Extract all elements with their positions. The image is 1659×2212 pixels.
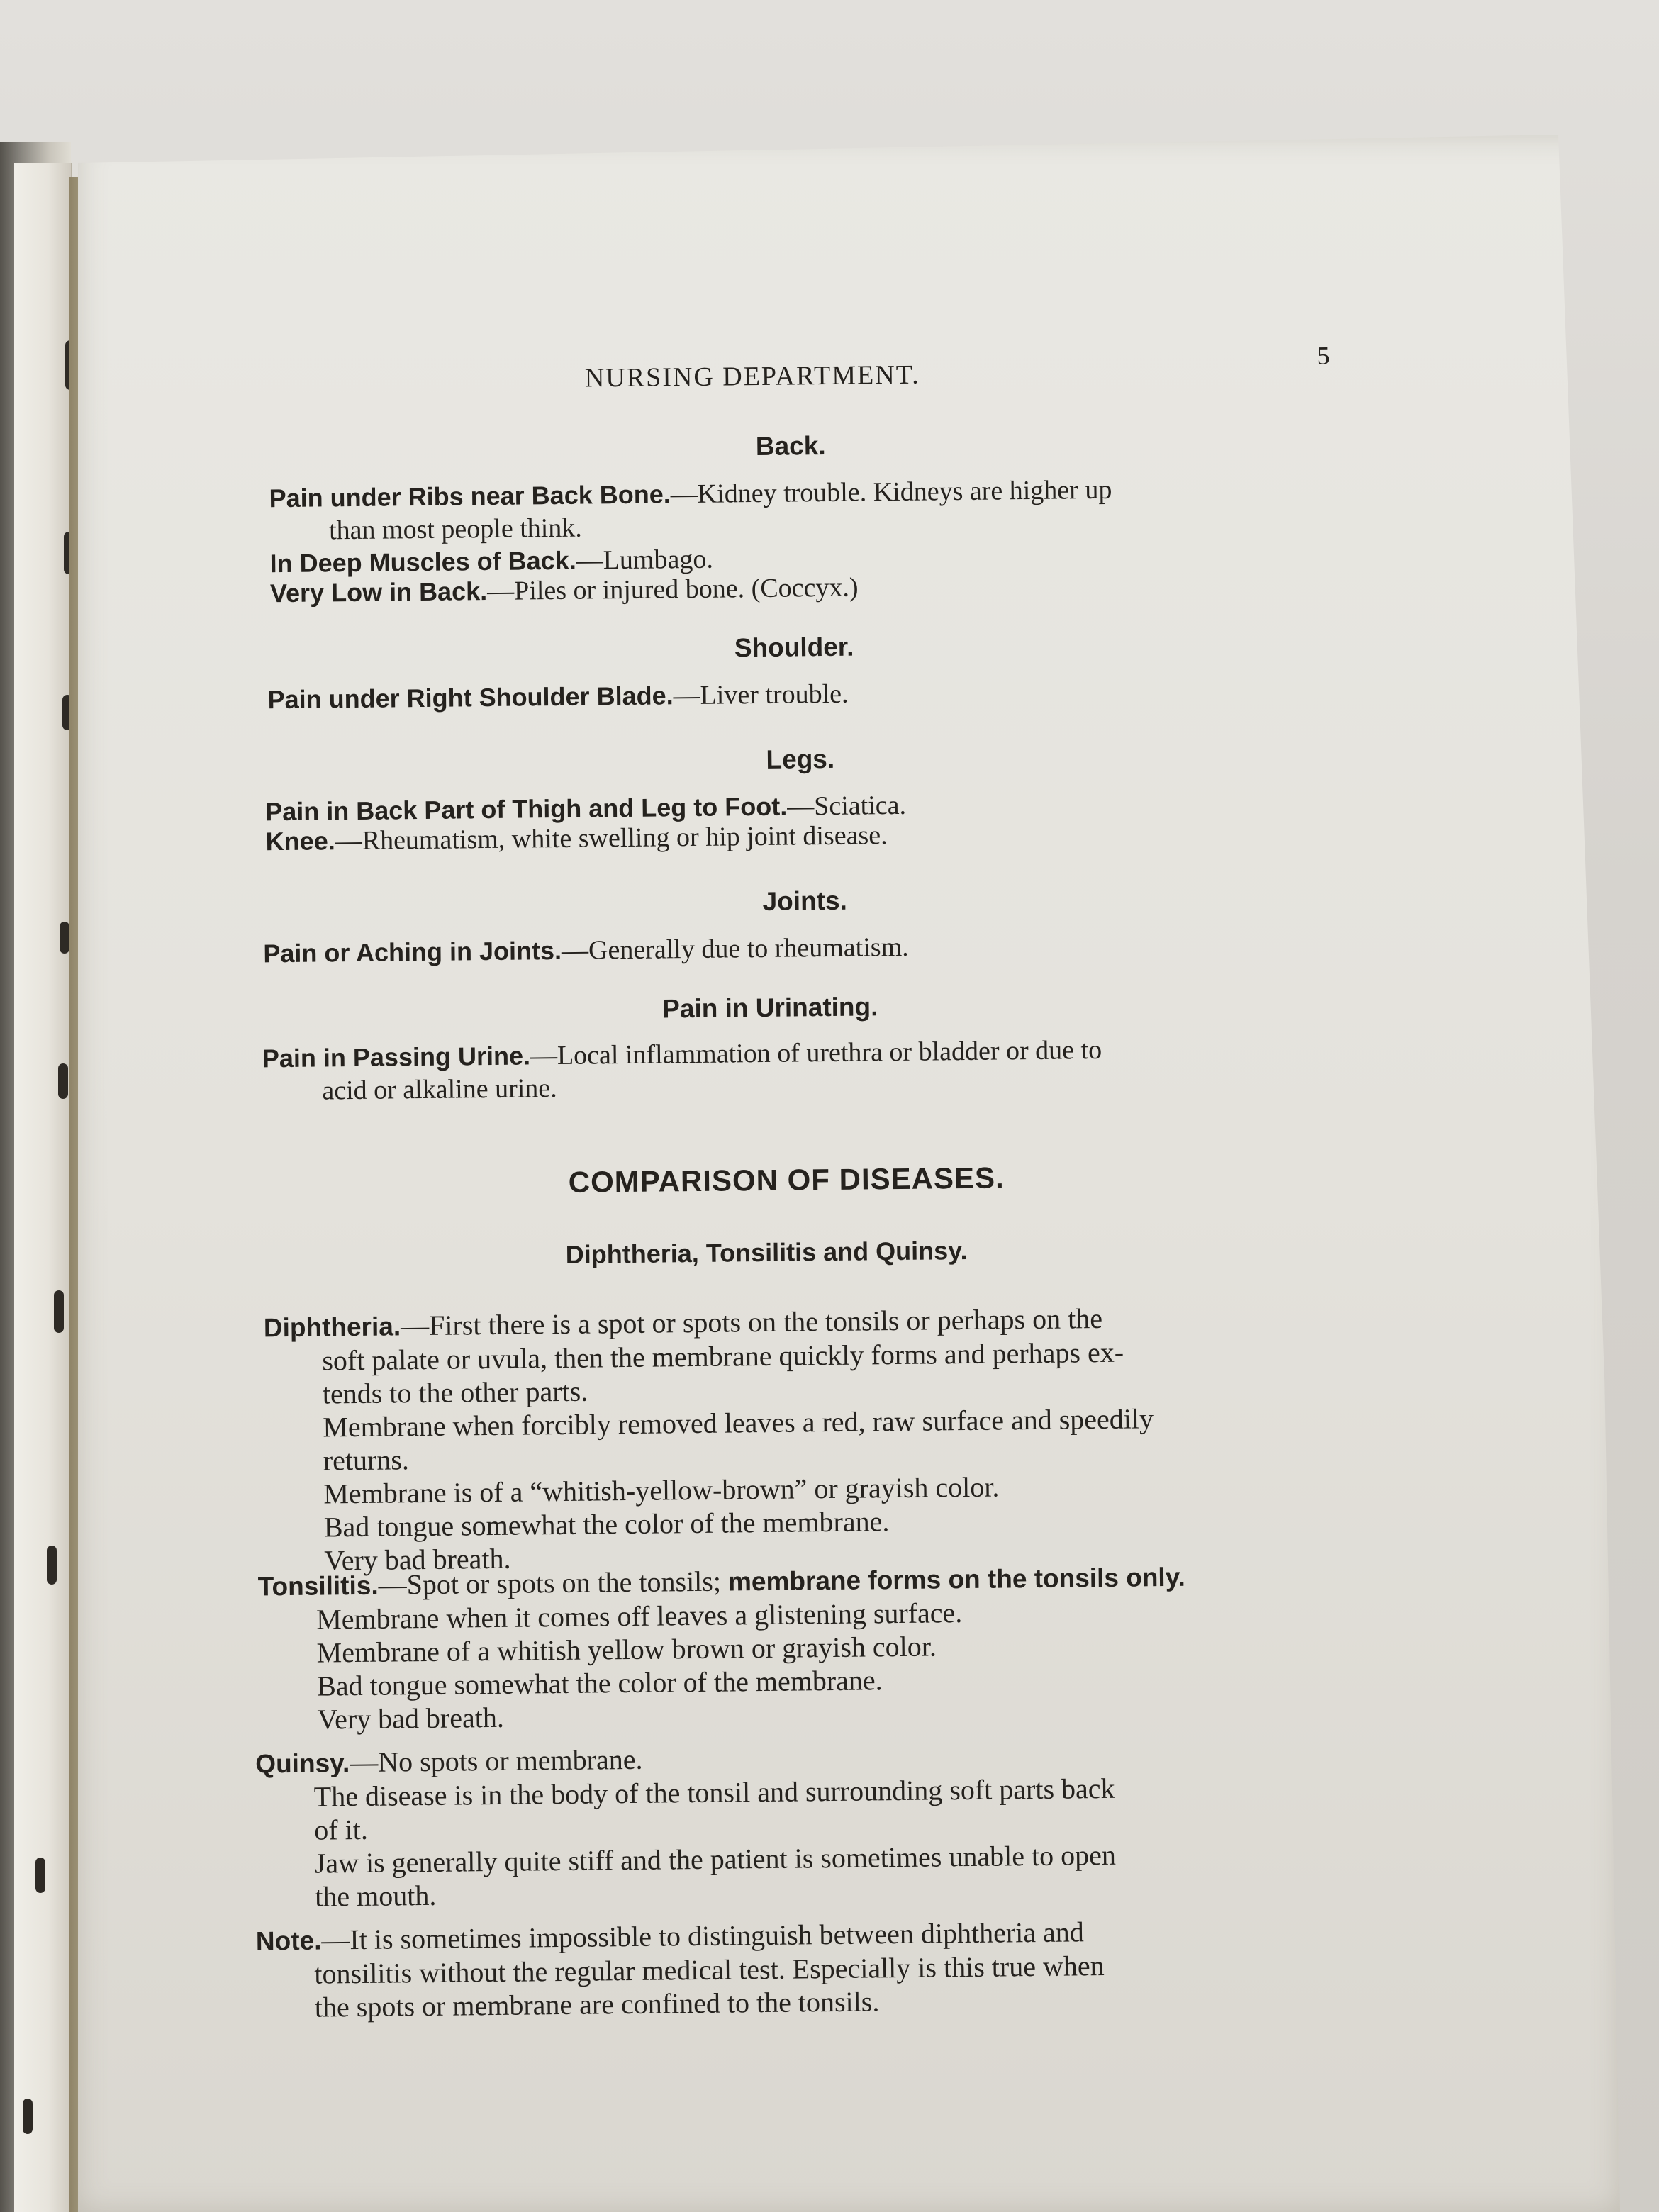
disease-emphasis: membrane forms on the tonsils only. (727, 1562, 1186, 1597)
disease-term: Quinsy. (255, 1748, 350, 1779)
disease-line: the mouth. (315, 1879, 437, 1913)
entry-text: —Kidney trouble. Kidneys are higher up (670, 474, 1112, 510)
entry-text: —Liver trouble. (673, 678, 849, 711)
entry-continuation: than most people think. (328, 513, 583, 546)
disease-line: The disease is in the body of the tonsil and surrounding soft parts back (313, 1772, 1115, 1813)
section-heading-joints: Joints. (762, 886, 848, 916)
disease-term: Tonsilitis. (257, 1570, 379, 1602)
disease-line: Membrane when forcibly removed leaves a red, raw surface and speedily (323, 1402, 1154, 1443)
entry-term: Pain or Aching in Joints. (263, 935, 562, 968)
section-heading-urinating: Pain in Urinating. (661, 992, 878, 1024)
note-line: tonsilitis without the regular medical test. Especially is this true when (314, 1950, 1105, 1990)
disease-diphtheria (264, 1298, 1436, 1577)
section-heading-back: Back. (755, 431, 826, 462)
entry-text: —Piles or injured bone. (Coccyx.) (486, 572, 859, 607)
disease-quinsy (255, 1734, 1426, 1914)
disease-line: tends to the other parts. (322, 1375, 588, 1410)
entry-text: —Rheumatism, white swelling or hip joint disease. (335, 820, 888, 856)
disease-line: Membrane of a whitish yellow brown or grayish color. (316, 1630, 937, 1669)
disease-term: Diphtheria. (263, 1312, 401, 1343)
entry-term: Pain under Ribs near Back Bone. (269, 479, 671, 513)
entry-shoulder-blade (267, 671, 1416, 716)
disease-line: returns. (323, 1443, 410, 1477)
entry-term: Pain in Passing Urine. (262, 1041, 531, 1073)
page-number: 5 (1317, 341, 1330, 370)
entry-text: —Generally due to rheumatism. (561, 932, 909, 966)
entry-urinating (262, 1030, 1426, 1107)
running-head: NURSING DEPARTMENT. (584, 359, 920, 393)
section-heading-shoulder: Shoulder. (734, 632, 854, 663)
disease-line: soft palate or uvula, then the membrane quickly forms and perhaps ex- (322, 1336, 1124, 1377)
note-term: Note. (255, 1926, 322, 1956)
disease-text: —Spot or spots on the tonsils; (378, 1565, 729, 1601)
entry-text: —Sciatica. (786, 790, 907, 822)
comparison-subtitle: Diphtheria, Tonsilitis and Quinsy. (565, 1235, 968, 1269)
entry-term: Knee. (265, 826, 335, 856)
entry-term: In Deep Muscles of Back. (269, 545, 576, 579)
note-line: the spots or membrane are confined to the tonsils. (314, 1985, 880, 2023)
entry-term: Pain in Back Part of Thigh and Leg to Foot. (265, 791, 788, 827)
disease-tonsilitis (257, 1557, 1429, 1736)
entry-term: Very Low in Back. (269, 576, 488, 608)
disease-text: —No spots or membrane. (350, 1743, 643, 1779)
disease-line: Very bad breath. (317, 1701, 505, 1736)
disease-line: Bad tongue somewhat the color of the membrane. (323, 1505, 890, 1543)
disease-line: Jaw is generally quite stiff and the patient is sometimes unable to open (314, 1838, 1117, 1879)
entry-term: Pain under Right Shoulder Blade. (267, 681, 674, 715)
disease-text: —First there is a spot or spots on the tonsils or perhaps on the (400, 1302, 1103, 1342)
note-text: —It is sometimes impossible to distinguish between diphtheria and (321, 1916, 1085, 1956)
note-paragraph (256, 1911, 1426, 2024)
comparison-title: COMPARISON OF DISEASES. (568, 1161, 1005, 1199)
disease-line: Membrane is of a “whitish-yellow-brown” or grayish color. (323, 1470, 1000, 1510)
entry-text: —Local inflammation of urethra or bladder or due to (530, 1034, 1102, 1071)
section-heading-legs: Legs. (766, 744, 835, 774)
entry-back-ribs (269, 470, 1418, 547)
entry-joints-aching (263, 925, 1412, 970)
disease-line: Bad tongue somewhat the color of the membrane. (316, 1664, 883, 1702)
disease-line: Very bad breath. (324, 1542, 511, 1577)
entry-continuation: acid or alkaline urine. (322, 1073, 557, 1106)
disease-line: of it. (314, 1813, 369, 1846)
disease-line: Membrane when it comes off leaves a glistening surface. (315, 1597, 963, 1636)
entry-text: —Lumbago. (576, 544, 714, 576)
